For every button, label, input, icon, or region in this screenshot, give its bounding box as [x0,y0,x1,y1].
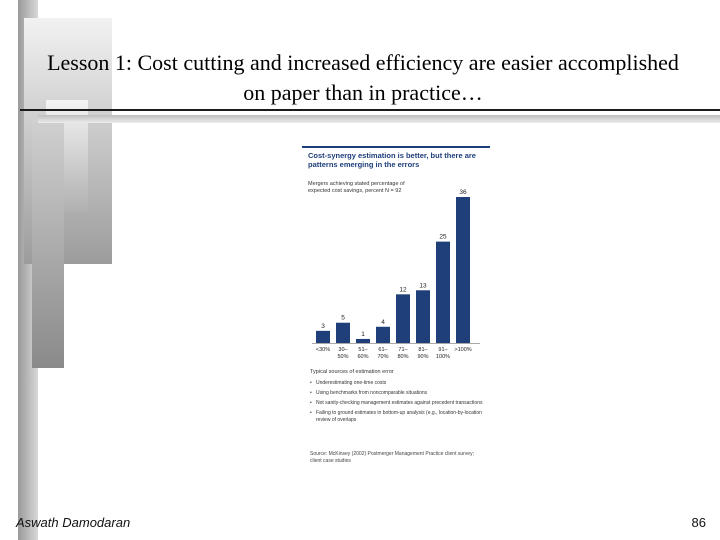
list-item-text: Failing to ground estimates in bottom-up analysis (e.g., location-by-location review of overlaps [316,410,482,423]
bar-value-label: 25 [439,233,447,241]
slide-title: Lesson 1: Cost cutting and increased efficiency are easier accomplished on paper than in practice… [47,50,679,105]
bar-value-label: 3 [321,322,325,330]
bar-value-label: 1 [361,330,365,338]
list-item-text: Using benchmarks from noncomparable situations [316,390,428,396]
bullet-icon: • [310,400,312,406]
bar [376,327,390,343]
title-divider [20,109,720,111]
bar [436,242,450,343]
errors-list [310,380,486,427]
bullet-icon: • [310,410,312,416]
x-tick-label: 61– [378,347,388,353]
bar [336,323,350,343]
bar [316,331,330,343]
x-tick-label: 81– [418,347,428,353]
x-tick-label: 30– [338,347,348,353]
bar-value-label: 12 [399,286,407,294]
bar-value-label: 5 [341,314,345,322]
exhibit-top-rule [302,146,490,148]
bullet-icon: • [310,380,312,386]
x-tick-label: 80% [397,354,409,360]
list-item [310,380,486,387]
decor-block-narrow [32,120,64,368]
bar [396,294,410,343]
x-tick-label: 70% [377,354,389,360]
x-tick-label: 100% [435,354,451,360]
list-item [310,390,486,397]
x-tick-label: 50% [337,354,349,360]
bullet-icon: • [310,390,312,396]
exhibit-title: Cost-synergy estimation is better, but there are patterns emerging in the errors [308,151,476,169]
footer-author: Aswath Damodaran [16,515,131,530]
bar-value-label: 4 [381,318,385,326]
list-item-text: Underestimating one-time costs [316,380,387,386]
bar-value-label: 36 [459,189,467,196]
exhibit-subtitle: Mergers achieving stated percentage of expected cost savings, percent N = 92 [308,181,405,194]
bar-value-label: 13 [419,282,427,290]
list-item-text: Not sanity-checking management estimates against precedent transactions [316,400,483,406]
x-tick-label: 71– [398,347,408,353]
decor-band-horizontal [38,115,720,123]
x-tick-label: 91– [438,347,448,353]
errors-heading: Typical sources of estimation error [310,369,394,375]
bar-chart [302,186,490,366]
x-tick-label: <30% [315,347,331,353]
list-item [310,410,486,424]
bar [356,339,370,343]
x-tick-label: 60% [357,354,369,360]
list-item [310,400,486,407]
page-number: 86 [691,515,706,530]
x-tick-label: >100% [454,347,472,353]
x-tick-label: 90% [417,354,429,360]
bar [456,197,470,343]
source-note: Source: McKinsey (2002) Postmerger Management Practice client survey; client case studies [310,451,474,464]
bar [416,290,430,343]
exhibit-panel [302,146,490,470]
x-tick-label: 51– [358,347,368,353]
